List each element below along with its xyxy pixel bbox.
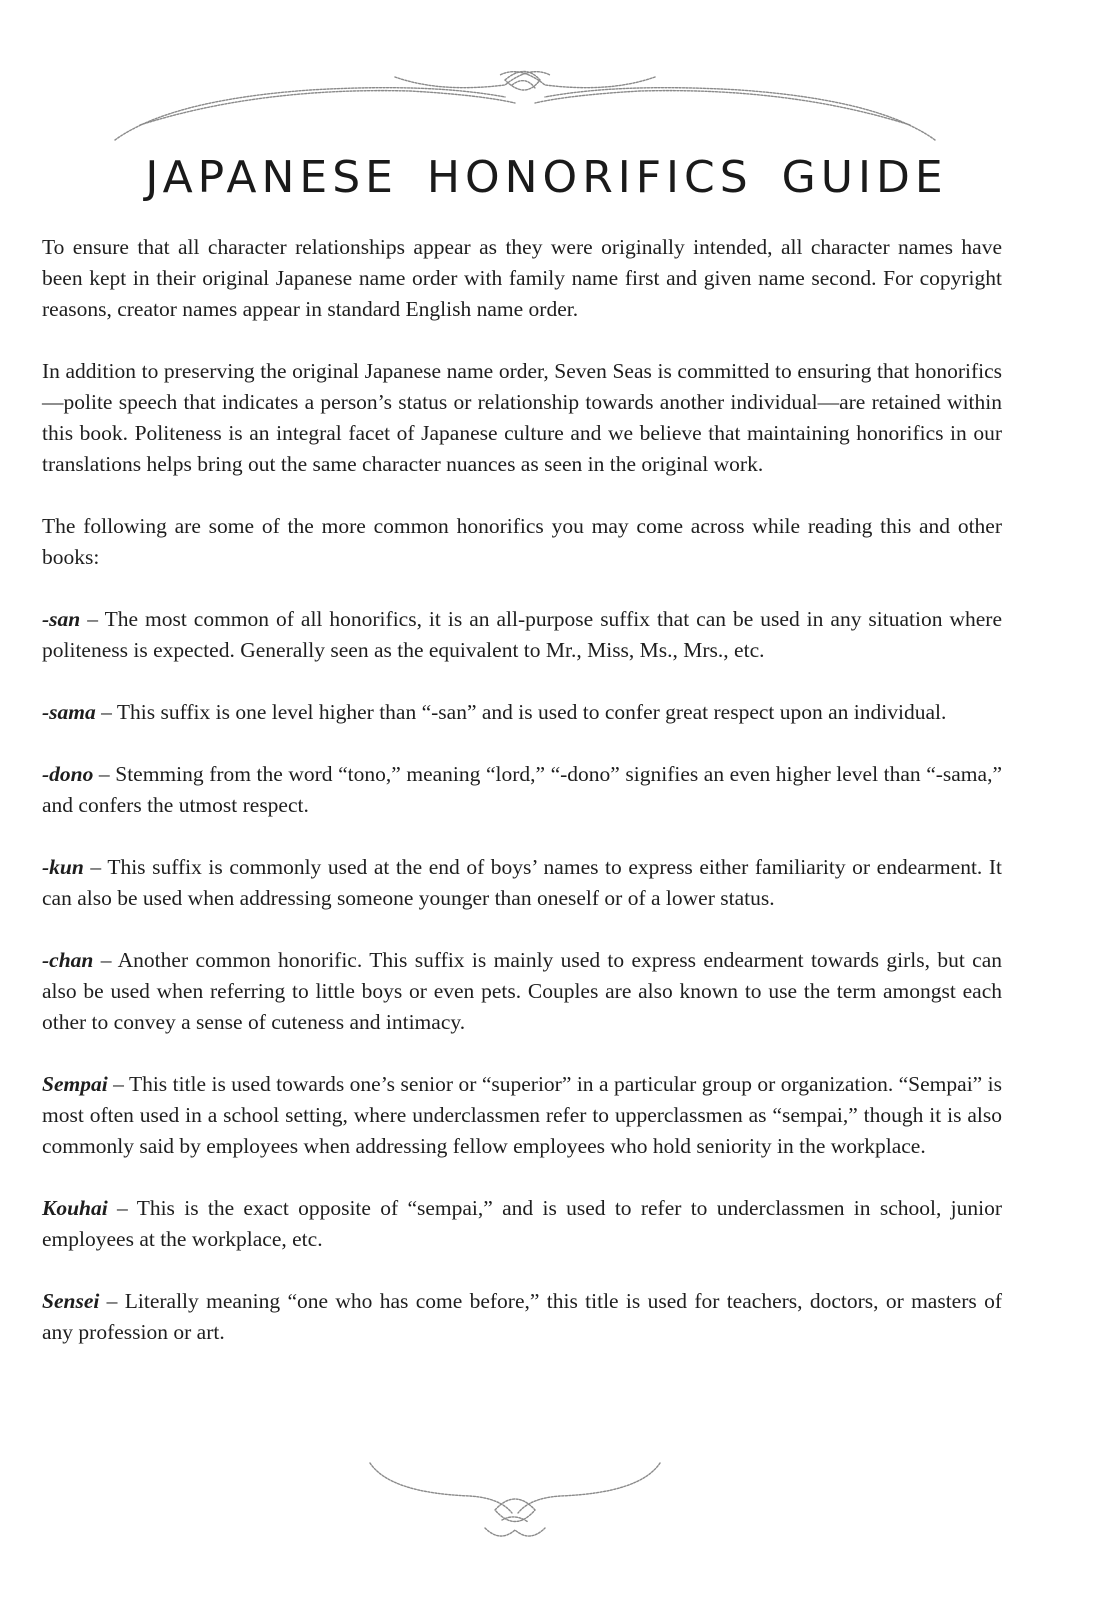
honorific-definition: – This is the exact opposite of “sempai,” and is used to refer to underclassmen in school, junior employees at the workplace, etc. xyxy=(42,1196,1002,1251)
honorific-definition: – Stemming from the word “tono,” meaning “lord,” “-dono” signifies an even higher level than “-sama,” and confers the utmost respect. xyxy=(42,762,1002,817)
honorific-entry xyxy=(42,852,1002,914)
guide-body xyxy=(42,232,1002,1379)
bottom-flourish-ornament xyxy=(360,1458,670,1548)
honorific-entry xyxy=(42,604,1002,666)
honorific-term: Sensei xyxy=(42,1289,100,1313)
honorific-definition: – This suffix is commonly used at the end of boys’ names to express either familiarity or endearment. It can also be used when addressing someone younger than oneself or of a lower status. xyxy=(42,855,1002,910)
intro-paragraph: The following are some of the more common honorifics you may come across while reading this and other books: xyxy=(42,514,1002,569)
honorific-definition: – Another common honorific. This suffix is mainly used to express endearment towards girls, but can also be used when referring to little boys or even pets. Couples are also known to use the term amongst each other to convey a sense of cuteness and intimacy. xyxy=(42,948,1002,1034)
honorific-term: -san xyxy=(42,607,81,631)
page-title: JAPANESE HONORIFICS GUIDE xyxy=(145,152,948,203)
honorific-definition: – Literally meaning “one who has come before,” this title is used for teachers, doctors, or masters of any profession or art. xyxy=(42,1289,1002,1344)
honorific-term: -dono xyxy=(42,762,94,786)
top-flourish-ornament xyxy=(110,55,940,155)
intro-paragraph: In addition to preserving the original Japanese name order, Seven Seas is committed to ensuring that honorifics—polite speech that indicates a person’s status or relationship towards another individual—are retained within this book. Politeness is an integral facet of Japanese culture and we believe that maintaining honorifics in our translations helps bring out the same character nuances as seen in the original work. xyxy=(42,359,1002,476)
honorific-term: Kouhai xyxy=(42,1196,108,1220)
honorific-entry xyxy=(42,1069,1002,1162)
intro-paragraph: To ensure that all character relationships appear as they were originally intended, all character names have been kept in their original Japanese name order with family name first and given name second. For copyright reasons, creator names appear in standard English name order. xyxy=(42,235,1002,321)
honorific-entry xyxy=(42,945,1002,1038)
honorific-entry xyxy=(42,1193,1002,1255)
honorific-definition: – This suffix is one level higher than “-san” and is used to confer great respect upon an individual. xyxy=(95,700,947,724)
honorific-definition: – The most common of all honorifics, it is an all-purpose suffix that can be used in any situation where politeness is expected. Generally seen as the equivalent to Mr., Miss, Ms., Mrs., etc. xyxy=(42,607,1002,662)
honorific-entry xyxy=(42,1286,1002,1348)
honorific-definition: – This title is used towards one’s senior or “superior” in a particular group or organization. “Sempai” is most often used in a school setting, where underclassmen refer to upperclassmen as “sempai,” though it is also commonly said by employees when addressing fellow employees who hold seniority in the workplace. xyxy=(42,1072,1002,1158)
honorific-term: -kun xyxy=(42,855,84,879)
honorific-entry xyxy=(42,697,1002,728)
honorific-entry xyxy=(42,759,1002,821)
honorific-term: Sempai xyxy=(42,1072,108,1096)
honorific-term: -chan xyxy=(42,948,94,972)
honorific-term: -sama xyxy=(42,700,96,724)
